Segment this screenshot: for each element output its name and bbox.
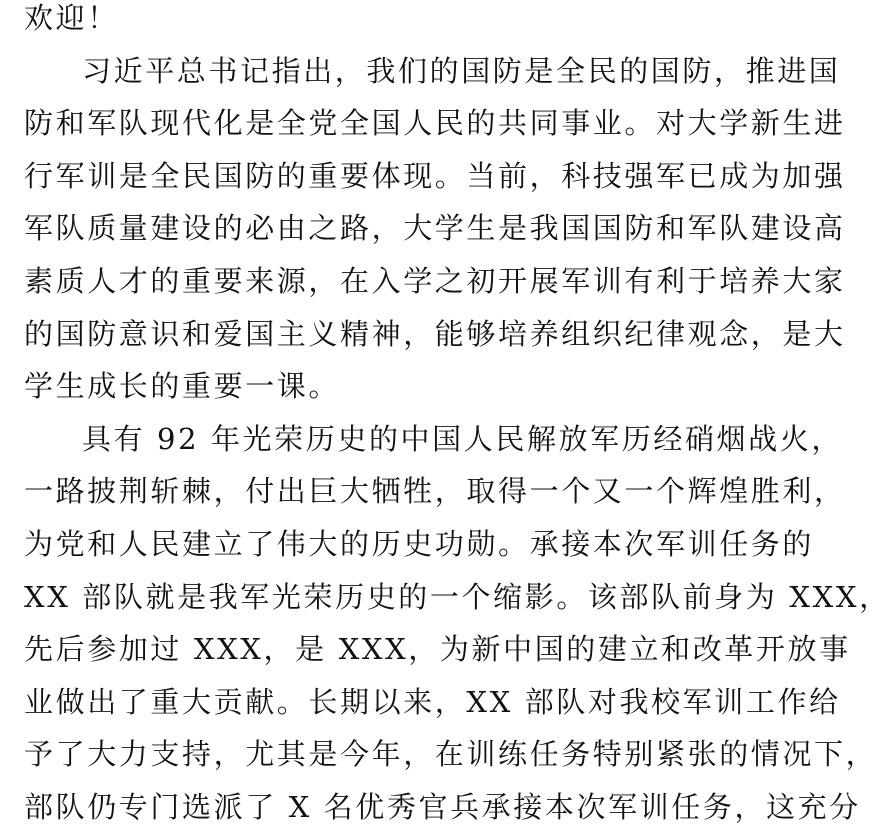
text-line: 习近平总书记指出，我们的国防是全民的国防，推进国 <box>82 53 841 88</box>
text-line: 素质人才的重要来源，在入学之初开展军训有利于培养大家 <box>24 263 846 298</box>
text-line: 先后参加过 XXX，是 XXX，为新中国的建立和改革开放事 <box>24 632 851 667</box>
text-line: 一路披荆斩棘，付出巨大牺牲，取得一个又一个辉煌胜利， <box>24 474 846 509</box>
text-line: 为党和人民建立了伟大的历史功勋。承接本次军训任务的 <box>24 526 815 561</box>
text-line-welcome: 欢迎！ <box>24 1 119 35</box>
text-line: 军队质量建设的必由之路，大学生是我国国防和军队建设高 <box>24 211 846 246</box>
text-line: XX 部队就是我军光荣历史的一个缩影。该部队前身为 XXX， <box>24 579 891 614</box>
text-line: 行军训是全民国防的重要体现。当前，科技强军已成为加强 <box>24 158 846 193</box>
text-line: 具有 92 年光荣历史的中国人民解放军历经硝烟战火， <box>82 421 843 456</box>
text-line: 的国防意识和爱国主义精神，能够培养组织纪律观念，是大 <box>24 316 846 351</box>
text-line: 予了大力支持，尤其是今年，在训练任务特别紧张的情况下， <box>24 737 878 772</box>
text-line: 业做出了重大贡献。长期以来，XX 部队对我校军训工作给 <box>24 684 841 719</box>
text-line: 部队仍专门选派了 X 名优秀官兵承接本次军训任务，这充分 <box>24 789 861 824</box>
text-line: 防和军队现代化是全党全国人民的共同事业。对大学新生进 <box>24 106 846 141</box>
text-line: 学生成长的重要一课。 <box>24 369 341 404</box>
speech-text <box>24 0 891 834</box>
